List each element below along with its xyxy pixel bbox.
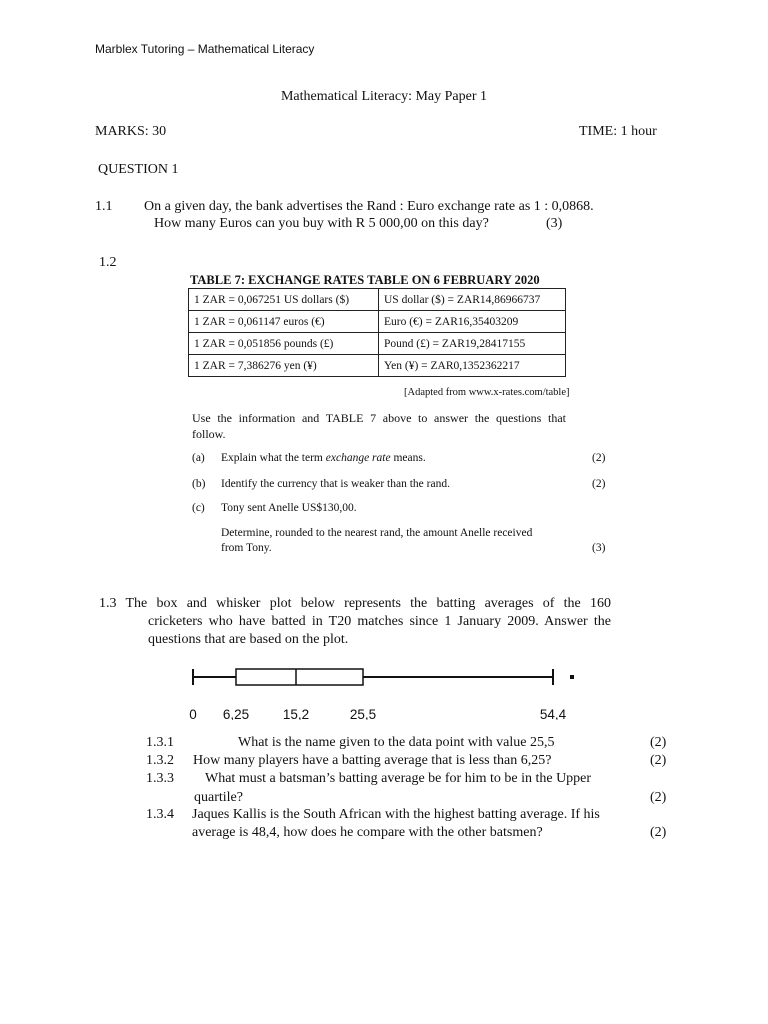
table-source: [Adapted from www.x-rates.com/table] [404, 387, 570, 398]
q1-3-line3: questions that are based on the plot. [148, 632, 349, 647]
sub-a-text: Explain what the term exchange rate means. [221, 452, 426, 464]
table-cell: 1 ZAR = 0,067251 US dollars ($) [189, 289, 379, 311]
sub-1-3-2-text: How many players have a batting average that is less than 6,25? [193, 753, 552, 768]
table-cell: 1 ZAR = 7,386276 yen (¥) [189, 355, 379, 377]
q1-3-line2: cricketers who have batted in T20 matches since 1 January 2009. Answer the [148, 614, 611, 629]
paper-title: Mathematical Literacy: May Paper 1 [280, 89, 488, 104]
q1-1-line1: On a given day, the bank advertises the Rand : Euro exchange rate as 1 : 0,0868. [144, 199, 594, 214]
table-cell: 1 ZAR = 0,061147 euros (€) [189, 311, 379, 333]
sub-a-label: (a) [192, 452, 205, 464]
sub-1-3-3-text: What must a batsman’s batting average be for him to be in the Upper [205, 771, 592, 786]
q1-3-line1: 1.3 The box and whisker plot below represents the batting averages of the 160 [99, 596, 611, 611]
sub-c-text: Tony sent Anelle US$130,00. [221, 502, 357, 514]
sub-1-3-4-text: Jaques Kallis is the South African with the highest batting average. If his [192, 807, 600, 822]
table-row [189, 333, 566, 355]
interquartile-box [236, 669, 363, 685]
sub-a-marks: (2) [592, 452, 606, 464]
instruction-line2: follow. [192, 427, 226, 441]
table-cell: US dollar ($) = ZAR14,86966737 [379, 289, 566, 311]
table-cell: Yen (¥) = ZAR0,1352362217 [379, 355, 566, 377]
tick-label: 25,5 [349, 707, 377, 720]
table-row [189, 311, 566, 333]
sub-1-3-1-number: 1.3.1 [146, 735, 174, 750]
exchange-rates-table [188, 288, 566, 377]
tick-label: 54,4 [539, 707, 567, 720]
sub-b-text: Identify the currency that is weaker than the rand. [221, 478, 450, 490]
q1-2-number: 1.2 [99, 255, 117, 270]
sub-1-3-3-text2: quartile? [194, 790, 243, 805]
sub-1-3-4-marks: (2) [650, 825, 667, 840]
question-heading: QUESTION 1 [98, 162, 179, 177]
q1-1-line2: How many Euros can you buy with R 5 000,00 on this day? [154, 216, 489, 231]
table-cell: 1 ZAR = 0,051856 pounds (£) [189, 333, 379, 355]
instruction-line1: Use the information and TABLE 7 above to answer the questions that [192, 411, 566, 425]
sub-1-3-2-marks: (2) [650, 753, 667, 768]
outlier-point [570, 675, 574, 679]
q1-1-number: 1.1 [95, 199, 113, 214]
sub-1-3-4-text2: average is 48,4, how does he compare with the other batsmen? [192, 825, 543, 840]
q1-1-marks: (3) [546, 216, 563, 231]
table-row [189, 289, 566, 311]
box-whisker-plot [0, 660, 768, 720]
sub-b-label: (b) [192, 478, 206, 490]
table-cell: Euro (€) = ZAR16,35403209 [379, 311, 566, 333]
sub-c-text2-line1: Determine, rounded to the nearest rand, the amount Anelle received [221, 527, 533, 539]
document-header: Marblex Tutoring – Mathematical Literacy [95, 42, 315, 56]
sub-1-3-3-marks: (2) [650, 790, 667, 805]
table-cell: Pound (£) = ZAR19,28417155 [379, 333, 566, 355]
sub-c-label: (c) [192, 502, 205, 514]
table-title: TABLE 7: EXCHANGE RATES TABLE ON 6 FEBRUARY 2020 [190, 273, 540, 287]
sub-1-3-2-number: 1.3.2 [146, 753, 174, 768]
marks-total: MARKS: 30 [95, 124, 167, 139]
sub-1-3-1-text: What is the name given to the data point with value 25,5 [238, 735, 555, 750]
tick-label: 6,25 [222, 707, 250, 720]
tick-label: 15,2 [282, 707, 310, 720]
sub-1-3-4-number: 1.3.4 [146, 807, 174, 822]
sub-c-marks: (3) [592, 542, 606, 554]
sub-1-3-1-marks: (2) [650, 735, 667, 750]
table-row [189, 355, 566, 377]
time-allowed: TIME: 1 hour [579, 124, 657, 139]
tick-label: 0 [189, 707, 197, 720]
sub-b-marks: (2) [592, 478, 606, 490]
sub-c-text2-line2: from Tony. [221, 542, 272, 554]
sub-1-3-3-number: 1.3.3 [146, 771, 174, 786]
